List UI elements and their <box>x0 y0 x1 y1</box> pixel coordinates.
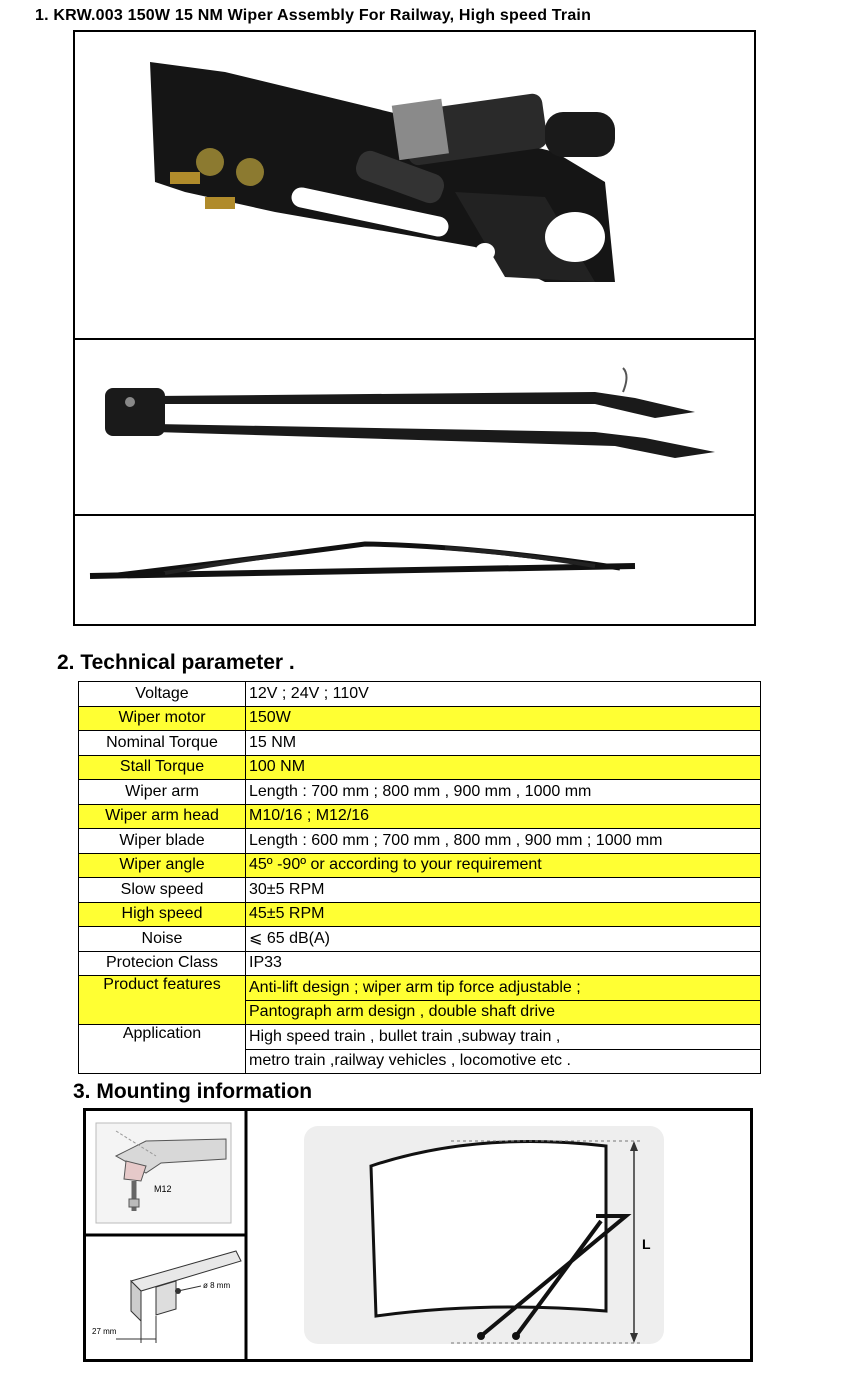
technical-parameter-heading: 2. Technical parameter . <box>57 651 295 674</box>
application-row <box>79 1025 761 1050</box>
param-label: Wiper motor <box>79 706 246 731</box>
features-line: Pantograph arm design , double shaft drive <box>246 1000 761 1025</box>
param-row <box>79 731 761 756</box>
param-row <box>79 951 761 976</box>
param-row <box>79 706 761 731</box>
param-value: IP33 <box>246 951 761 976</box>
mounting-diagram <box>83 1108 753 1362</box>
motor-assembly-photo <box>73 30 756 340</box>
param-label: Stall Torque <box>79 755 246 780</box>
wiper-blade-photo <box>73 514 756 626</box>
param-label: High speed <box>79 902 246 927</box>
features-row <box>79 976 761 1001</box>
param-value: ⩽ 65 dB(A) <box>246 927 761 952</box>
hole-label: ø 8 mm <box>203 1281 231 1290</box>
param-value: 100 NM <box>246 755 761 780</box>
features-line: Anti-lift design ; wiper arm tip force adjustable ; <box>246 976 761 1001</box>
param-row <box>79 902 761 927</box>
wiper-arms-photo <box>73 338 756 516</box>
windshield-diagram <box>304 1126 664 1344</box>
param-row <box>79 682 761 707</box>
length-label: L <box>642 1236 651 1252</box>
param-label: Wiper angle <box>79 853 246 878</box>
bracket-diagram <box>92 1251 241 1343</box>
param-value: 45º -90º or according to your requirement <box>246 853 761 878</box>
application-line: metro train ,railway vehicles , locomotive etc . <box>246 1049 761 1074</box>
mounting-information-heading: 3. Mounting information <box>73 1080 313 1103</box>
param-value: Length : 700 mm ; 800 mm , 900 mm , 1000 mm <box>246 780 761 805</box>
param-value: M10/16 ; M12/16 <box>246 804 761 829</box>
param-value: 150W <box>246 706 761 731</box>
arm-head-diagram <box>96 1123 231 1223</box>
param-label: Voltage <box>79 682 246 707</box>
param-value: 30±5 RPM <box>246 878 761 903</box>
features-label: Product features <box>79 976 246 1025</box>
param-row <box>79 878 761 903</box>
technical-parameter-table <box>78 681 761 1074</box>
page-title: 1. KRW.003 150W 15 NM Wiper Assembly For Railway, High speed Train <box>35 7 592 24</box>
param-label: Wiper blade <box>79 829 246 854</box>
param-label: Wiper arm head <box>79 804 246 829</box>
param-label: Noise <box>79 927 246 952</box>
param-row <box>79 780 761 805</box>
param-row <box>79 927 761 952</box>
param-row <box>79 804 761 829</box>
width-label: 27 mm <box>92 1327 117 1336</box>
param-row <box>79 755 761 780</box>
param-value: 15 NM <box>246 731 761 756</box>
param-value: 12V ; 24V ; 110V <box>246 682 761 707</box>
param-label: Protecion Class <box>79 951 246 976</box>
param-row <box>79 829 761 854</box>
thread-label: M12 <box>154 1184 172 1194</box>
param-label: Wiper arm <box>79 780 246 805</box>
param-value: 45±5 RPM <box>246 902 761 927</box>
param-row <box>79 853 761 878</box>
application-line: High speed train , bullet train ,subway train , <box>246 1025 761 1050</box>
param-label: Slow speed <box>79 878 246 903</box>
application-label: Application <box>79 1025 246 1074</box>
param-label: Nominal Torque <box>79 731 246 756</box>
param-value: Length : 600 mm ; 700 mm , 800 mm , 900 mm ; 1000 mm <box>246 829 761 854</box>
